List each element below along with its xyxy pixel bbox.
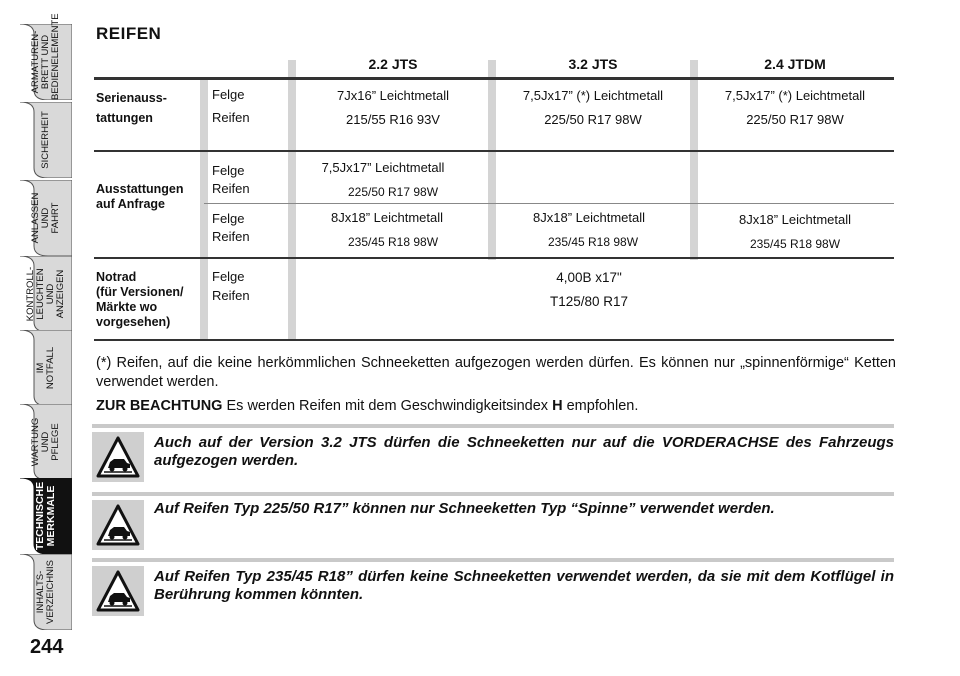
column-divider [200,78,208,340]
row-sublabel: Reifen [212,288,250,303]
column-divider [690,60,698,260]
tab-inhaltsverzeichnis[interactable] [20,554,72,630]
table-cell: 235/45 R18 98W [547,235,639,249]
tab-im-notfall[interactable] [20,330,72,406]
chapter-sidebar [0,0,72,676]
row-sublabel: Reifen [212,229,250,244]
table-cell: 8Jx18” Leichtmetall [739,212,851,227]
row-sublabel: Felge [212,87,245,102]
tab-label: SICHERHEIT [40,111,52,169]
warning-text: Auf Reifen Typ 225/50 R17” können nur Schneeketten Typ “Spinne” verwendet werden. [154,500,775,517]
snow-chain-warning-icon [92,566,144,616]
table-rule [94,339,894,341]
tab-sicherheit[interactable] [20,102,72,178]
tab-label: INHALTS- VERZEICHNIS [35,560,56,624]
column-header-32jts: 3.2 JTS [568,56,618,72]
table-cell: 8Jx18” Leichtmetall [331,210,443,225]
snow-chain-warning-icon [92,432,144,482]
tab-label: WARTUNG UND PFLEGE [30,417,61,467]
column-divider [488,60,496,260]
row-sublabel: Reifen [212,181,250,196]
tab-label: TECHNISCHE MERKMALE [34,481,58,551]
beachtung-note [96,397,896,416]
table-cell: T125/80 R17 [549,294,629,309]
table-cell: 8Jx18” Leichtmetall [533,210,645,225]
warning-rule [92,492,894,496]
footnote: (*) Reifen, auf die keine herkömmlichen Schneeketten aufgezogen werden dürfen. Es können nur „spinnenförmige“ Ketten verwendet werden. [96,355,896,390]
tab-wartung[interactable] [20,404,72,480]
row-sublabel: Reifen [212,110,250,125]
table-cell: 235/45 R18 98W [347,235,439,249]
row-sublabel: Felge [212,163,245,178]
warning-box [92,558,894,620]
table-cell: 225/50 R17 98W [544,112,642,127]
table-rule [94,150,894,152]
warning-box [92,492,894,552]
warning-rule [92,424,894,428]
tab-label: ARMATUREN- BRETT UND BEDIENELEMENTE [30,13,61,100]
tab-armaturenbrett[interactable] [20,13,72,100]
page-title: REIFEN [96,24,162,43]
tab-label: KONTROLL- LEUCHTEN UND ANZEIGEN [25,266,66,322]
tab-kontrollleuchten[interactable] [20,256,72,332]
table-rule [204,203,894,204]
snow-chain-warning-icon [92,500,144,550]
warning-text: Auf Reifen Typ 235/45 R18” dürfen keine Schneeketten verwendet werden, da sie mit dem Kotflügel in Berührung kommen könnten. [154,568,894,603]
beachtung-text-end: empfohlen. [562,398,639,414]
speed-index: H [552,398,563,414]
table-cell: 7,5Jx17” Leichtmetall [321,160,445,175]
warning-rule [92,558,894,562]
warning-box [92,424,894,486]
table-cell: 7Jx16” Leichtmetall [337,88,449,103]
row-label-serienausstattungen: Serienauss- tattungen [96,91,167,125]
row-sublabel: Felge [212,211,245,226]
tab-technische-merkmale[interactable] [20,478,72,554]
table-cell: 225/50 R17 98W [347,185,439,199]
warning-text: Auch auf der Version 3.2 JTS dürfen die Schneeketten nur auf die VORDERACHSE des Fahrzeugs aufgezogen werden. [154,434,894,469]
row-sublabel: Felge [212,269,245,284]
table-rule [94,77,894,80]
table-cell: 7,5Jx17” (*) Leichtmetall [724,88,866,103]
page-number: 244 [30,636,64,658]
table-cell: 4,00B x17" [556,270,622,285]
column-header-24jtdm: 2.4 JTDM [764,56,826,72]
column-divider [288,60,296,340]
table-cell: 235/45 R18 98W [749,237,841,251]
table-cell: 215/55 R16 93V [346,112,440,127]
tab-label: ANLASSEN UND FAHRT [30,192,61,244]
tab-anlassen[interactable] [20,180,72,256]
beachtung-label: ZUR BEACHTUNG [96,398,223,414]
beachtung-text: Es werden Reifen mit dem Geschwindigkeitsindex [222,398,553,414]
table-rule [94,257,894,259]
row-label-notrad: Notrad (für Versionen/ Märkte wo vorgesehen) [96,270,184,329]
table-cell: 225/50 R17 98W [746,112,844,127]
table-cell: 7,5Jx17” (*) Leichtmetall [522,88,664,103]
tab-label: IM NOTFALL [35,346,56,390]
column-header-22jts: 2.2 JTS [368,56,418,72]
row-label-ausstattungen-auf-anfrage: Ausstattungen auf Anfrage [96,182,184,211]
